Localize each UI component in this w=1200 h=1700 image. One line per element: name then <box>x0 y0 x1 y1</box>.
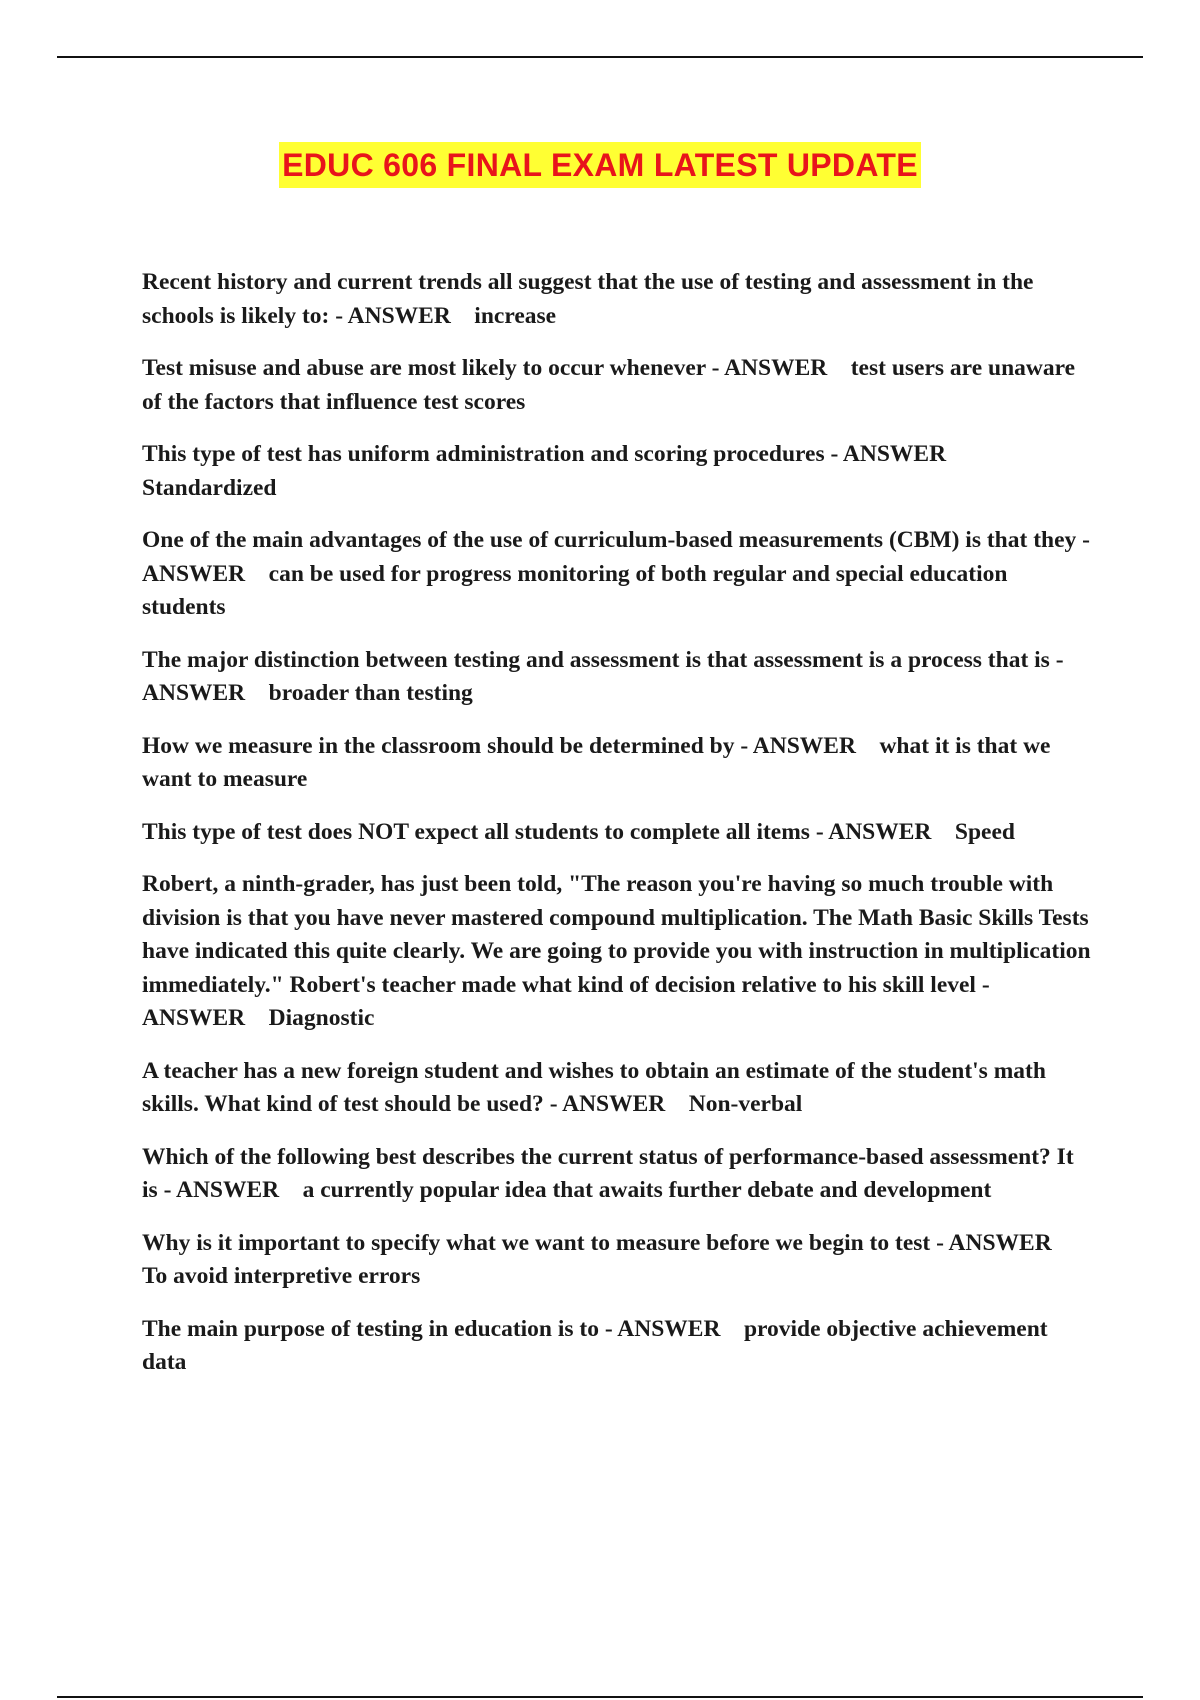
qa-item <box>142 1055 1092 1122</box>
document-title: EDUC 606 FINAL EXAM LATEST UPDATE <box>279 142 921 188</box>
bottom-rule <box>57 1696 1143 1698</box>
answer-text: can be used for progress monitoring of both regular and special education students <box>142 560 1014 620</box>
answer-marker: - ANSWER <box>549 1091 666 1117</box>
top-rule <box>57 56 1143 58</box>
answer-marker: - ANSWER <box>815 818 932 845</box>
answer-text: Standardized <box>142 474 277 501</box>
question-text: A teacher has a new foreign student and wishes to obtain an estimate of the student's math skills. What kind of test should be used? <box>142 1057 1052 1117</box>
question-text: This type of test does NOT expect all students to complete all items <box>142 818 810 845</box>
answer-text: test users are unaware of the factors that influence test scores <box>142 355 1081 415</box>
qa-item <box>142 1227 1092 1294</box>
answer-marker: - ANSWER <box>936 1229 1052 1256</box>
answer-marker: - ANSWER <box>740 732 856 759</box>
qa-item <box>142 438 1092 505</box>
qa-item <box>142 868 1097 1036</box>
qa-item <box>142 1141 1092 1208</box>
answer-marker: - ANSWER <box>142 646 1064 706</box>
question-text: The main purpose of testing in education is to <box>142 1315 599 1342</box>
question-text: This type of test has uniform administration and scoring procedures <box>142 441 825 467</box>
title-block <box>0 142 1200 188</box>
question-text: Recent history and current trends all suggest that the use of testing and assessment in the schools is likely to: <box>142 269 1040 329</box>
question-text: Test misuse and abuse are most likely to occur whenever <box>142 355 706 381</box>
answer-marker: - ANSWER <box>335 302 451 329</box>
answer-text: increase <box>474 302 557 329</box>
answer-text: what it is that we want to measure <box>142 732 1057 792</box>
answer-text: Diagnostic <box>268 1005 375 1031</box>
qa-item <box>142 266 1092 333</box>
answer-text: Non-verbal <box>688 1091 803 1117</box>
answer-text: a currently popular idea that awaits further debate and development <box>302 1177 992 1203</box>
answer-marker: - ANSWER <box>711 355 828 381</box>
qa-item <box>142 644 1092 711</box>
qa-item <box>142 352 1092 419</box>
question-text: Robert, a ninth-grader, has just been told, "The reason you're having so much trouble with division is that you have never mastered compound multiplication. The Math Basic Skills Tests have indicated this quite clearly. We are going to provide you with instruction in multiplication immediately." Robert's teacher made what kind of decision relative to his skill level <box>142 871 1097 998</box>
qa-item <box>142 1313 1092 1380</box>
answer-text: To avoid interpretive errors <box>142 1263 421 1289</box>
question-text: The major distinction between testing and assessment is that assessment is a process that is <box>142 646 1050 673</box>
qa-item <box>142 524 1092 625</box>
answer-text: Speed <box>954 818 1015 845</box>
answer-text: provide objective achievement data <box>142 1315 1054 1375</box>
question-text: How we measure in the classroom should be determined by <box>142 732 735 759</box>
question-text: One of the main advantages of the use of curriculum-based measurements (CBM) is that they <box>142 527 1077 553</box>
answer-marker: - ANSWER <box>142 971 990 1031</box>
answer-marker: - ANSWER <box>830 441 947 467</box>
answer-marker: - ANSWER <box>142 527 1090 587</box>
answer-marker: - ANSWER <box>163 1177 280 1203</box>
answer-text: broader than testing <box>268 680 473 706</box>
qa-item <box>142 816 1092 850</box>
qa-list <box>142 266 1097 1399</box>
question-text: Which of the following best describes the current status of performance-based assessment? It is <box>142 1143 1080 1203</box>
answer-marker: - ANSWER <box>604 1315 721 1342</box>
question-text: Why is it important to specify what we want to measure before we begin to test <box>142 1229 931 1256</box>
qa-item <box>142 730 1092 797</box>
